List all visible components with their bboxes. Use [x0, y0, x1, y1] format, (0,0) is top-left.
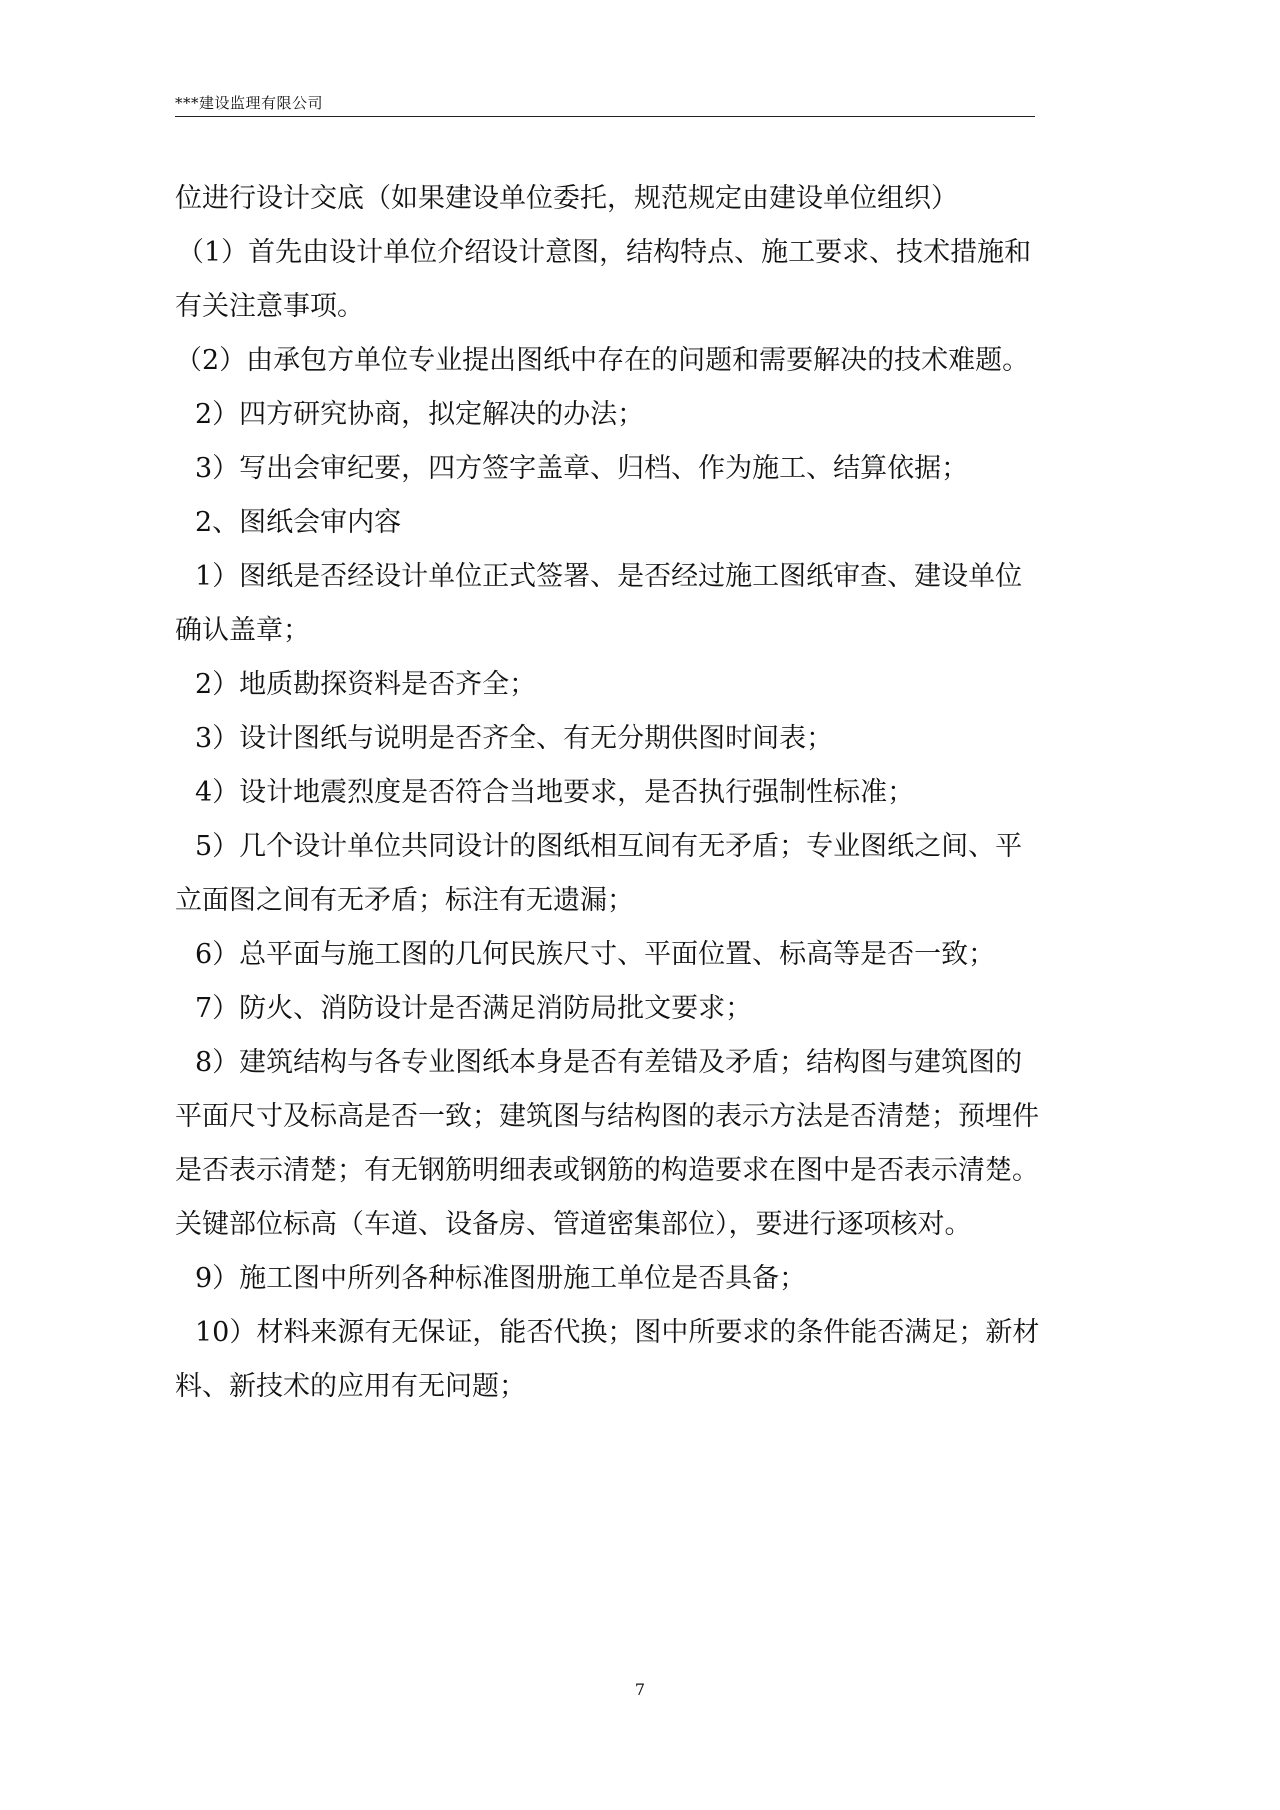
paragraph-line: 有关注意事项。: [175, 291, 364, 322]
paragraph-line: 2）四方研究协商，拟定解决的办法；: [195, 399, 645, 430]
paragraph-line: 6）总平面与施工图的几何民族尺寸、平面位置、标高等是否一致；: [195, 939, 996, 970]
paragraph-line: 10）材料来源有无保证，能否代换；图中所要求的条件能否满足；新材: [195, 1317, 1040, 1348]
paragraph-line: 是否表示清楚；有无钢筋明细表或钢筋的构造要求在图中是否表示清楚。: [175, 1155, 1039, 1186]
paragraph-line: 3）写出会审纪要，四方签字盖章、归档、作为施工、结算依据；: [195, 453, 969, 484]
paragraph-line: 位进行设计交底（如果建设单位委托，规范规定由建设单位组织）: [175, 183, 958, 214]
paragraph-line: 7）防火、消防设计是否满足消防局批文要求；: [195, 993, 753, 1024]
paragraph-line: 1）图纸是否经设计单位正式签署、是否经过施工图纸审查、建设单位: [195, 561, 1023, 592]
paragraph-line: 关键部位标高（车道、设备房、管道密集部位），要进行逐项核对。: [175, 1209, 972, 1240]
section-heading: 2、图纸会审内容: [195, 507, 402, 538]
page-number: 7: [634, 1680, 646, 1699]
paragraph-line: 9）施工图中所列各种标准图册施工单位是否具备；: [195, 1263, 807, 1294]
paragraph-line: 立面图之间有无矛盾；标注有无遗漏；: [175, 885, 634, 916]
paragraph-line: 料、新技术的应用有无问题；: [175, 1371, 526, 1402]
paragraph-line: （1）首先由设计单位介绍设计意图，结构特点、施工要求、技术措施和: [177, 237, 1032, 268]
paragraph-line: 平面尺寸及标高是否一致；建筑图与结构图的表示方法是否清楚；预埋件: [175, 1101, 1039, 1132]
page-header: [175, 92, 1035, 117]
paragraph-line: 8）建筑结构与各专业图纸本身是否有差错及矛盾；结构图与建筑图的: [195, 1047, 1023, 1078]
paragraph-line: 4）设计地震烈度是否符合当地要求，是否执行强制性标准；: [195, 777, 915, 808]
document-body: [175, 172, 1115, 1414]
paragraph-line: 确认盖章；: [175, 615, 310, 646]
paragraph-line: （2）由承包方单位专业提出图纸中存在的问题和需要解决的技术难题。: [175, 345, 1030, 376]
company-name: ***建设监理有限公司: [175, 94, 324, 112]
paragraph-line: 2）地质勘探资料是否齐全；: [195, 669, 537, 700]
paragraph-line: 3）设计图纸与说明是否齐全、有无分期供图时间表；: [195, 723, 834, 754]
paragraph-line: 5）几个设计单位共同设计的图纸相互间有无矛盾；专业图纸之间、平: [195, 831, 1023, 862]
